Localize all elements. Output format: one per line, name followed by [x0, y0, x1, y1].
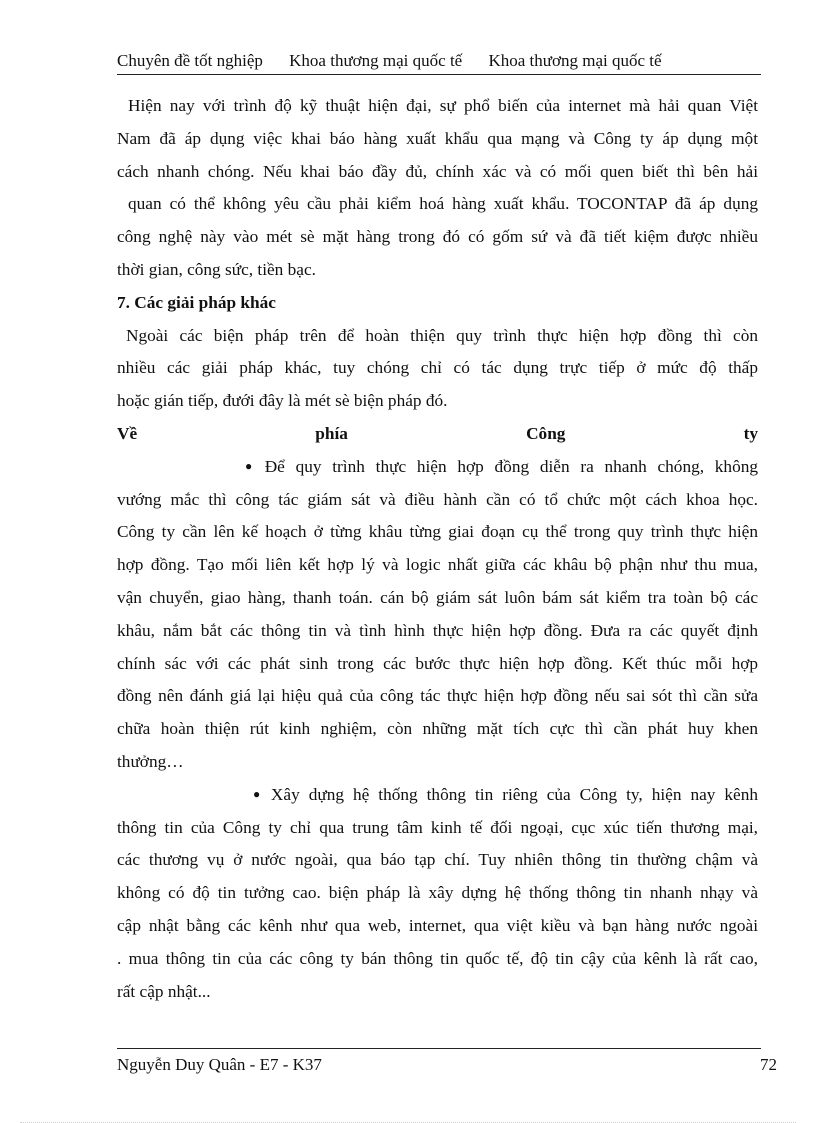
- bullet-text: Để quy trình thực hiện hợp đồng diễn ra nhanh chóng, không: [264, 456, 758, 476]
- bullet-item-information-system: [117, 779, 758, 1009]
- text-line: . mua thông tin của các công ty bán thông tin quốc tế, độ tin cậy của kênh là rất cao,: [117, 948, 758, 968]
- text-line: hoặc gián tiếp, đưới đây là mét sè biện pháp đó.: [117, 391, 448, 411]
- text-line: không có độ tin tưởng cao. biện pháp là xây dựng hệ thống thông tin nhanh nhạy và: [117, 883, 758, 903]
- footer-divider: [117, 1048, 761, 1049]
- text-line: nhiều các giải pháp khác, tuy chóng chỉ có tác dụng trực tiếp ở mức độ thấp: [117, 358, 758, 378]
- text-line: rất cập nhật...: [117, 981, 211, 1001]
- text-line: Ngoài các biện pháp trên để hoàn thiện quy trình thực hiện hợp đồng thì còn: [126, 325, 758, 345]
- text-line: đồng nên đánh giá lại hiệu quả của công tác thực hiện hợp đồng nếu sai sót thì cần sửa: [117, 686, 758, 706]
- bullet-icon: ●: [253, 786, 265, 801]
- text-line: khâu, nắm bắt các thông tin và tình hình thực hiện hợp đồng. Đưa ra các quyết định: [117, 620, 758, 640]
- paragraph-other-solutions: [117, 320, 758, 418]
- text-line: chính sác với các phát sinh trong các bước thực hiện hợp đồng. Kết thúc mỗi hợp: [117, 653, 758, 673]
- bullet-item-supervision: [117, 451, 758, 779]
- subheading-word: Về: [117, 423, 138, 443]
- paragraph-internet-customs: [117, 90, 758, 287]
- text-line: Hiện nay với trình độ kỹ thuật hiện đại, sự phổ biến của internet mà hải quan Việt: [128, 96, 758, 115]
- header-faculty-repeat: Khoa thương mại quốc tế: [488, 51, 662, 70]
- page-number: 72: [760, 1055, 777, 1074]
- subheading-word: ty: [743, 423, 758, 443]
- text-line: vướng mắc thì công tác giám sát và điều hành cần có tổ chức một cách khoa học.: [117, 489, 758, 509]
- text-line: [117, 779, 758, 812]
- text-line: quan có thể không yêu cầu phải kiểm hoá hàng xuất khẩu. TOCONTAP đã áp dụng: [128, 194, 758, 214]
- text-line: vận chuyển, giao hàng, thanh toán. cán bộ giám sát luôn bám sát kiểm tra toàn bộ các: [117, 587, 758, 607]
- page-header: [117, 48, 761, 75]
- header-faculty: Khoa thương mại quốc tế: [289, 51, 463, 70]
- text-line: các thương vụ ở nước ngoài, qua báo tạp chí. Tuy nhiên thông tin thường chậm và: [117, 850, 758, 870]
- text-line: thưởng…: [117, 751, 184, 771]
- text-line: hợp đồng. Tạo mối liên kết hợp lý và logic nhất giữa các khâu bộ phận như thu mua,: [117, 555, 758, 575]
- bullet-icon: ●: [245, 458, 259, 473]
- text-line: thông tin của Công ty chỉ qua trung tâm kinh tế đối ngoại, cục xúc tiến thương mại,: [117, 817, 758, 837]
- footer-author: Nguyễn Duy Quân - E7 - K37: [117, 1055, 322, 1074]
- text-line: Nam đã áp dụng việc khai báo hàng xuất khẩu qua mạng và Công ty áp dụng một: [117, 128, 758, 148]
- text-line: [117, 451, 758, 484]
- text-line: công nghệ này vào mét sè mặt hàng trong đó có gốm sứ và đã tiết kiệm được nhiều: [117, 227, 758, 247]
- document-body: [117, 90, 758, 1008]
- text-line: Công ty cần lên kế hoạch ở từng khâu từng giai đoạn cụ thể trong quy trình thực hiện: [117, 522, 758, 542]
- page-footer: [117, 1053, 777, 1077]
- subheading-company-side: [117, 418, 758, 451]
- text-line: thời gian, công sức, tiền bạc.: [117, 259, 316, 279]
- subheading-word: Công: [526, 423, 566, 443]
- text-line: chữa hoàn thiện rút kinh nghiệm, còn những mặt tích cực thì cần phát huy khen: [117, 719, 758, 739]
- section-heading: 7. Các giải pháp khác: [117, 292, 276, 312]
- text-line: cách nhanh chóng. Nếu khai báo đầy đủ, chính xác và có mối quen biết thì bên hải: [117, 161, 758, 181]
- subheading-word: phía: [315, 423, 348, 443]
- bullet-text: Xây dựng hệ thống thông tin riêng của Công ty, hiện nay kênh: [270, 784, 759, 804]
- header-thesis-title: Chuyên đề tốt nghiệp: [117, 51, 263, 70]
- text-line: cập nhật bằng các kênh như qua web, internet, qua việt kiều và bạn hàng nước ngoài: [117, 915, 758, 935]
